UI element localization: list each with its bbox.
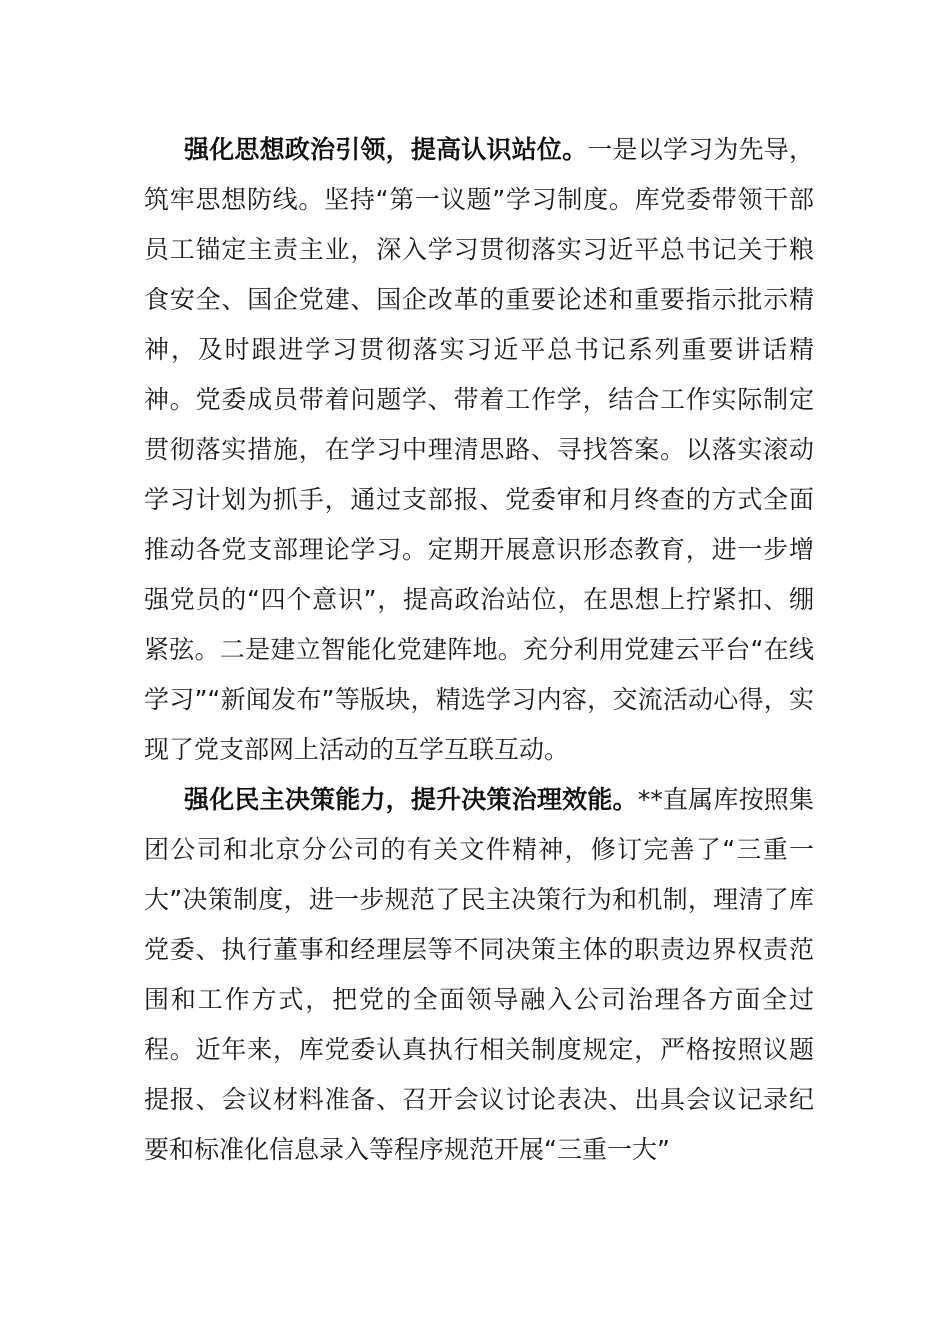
paragraph-text: **直属库按照集团公司和北京分公司的有关文件精神，修订完善了“三重一大”决策制度，进一步规范了民主决策行为和机制，理清了库党委、执行董事和经理层等不同决策主体的职责边界权责范围和工作方式，把党的全面领导融入公司治理各方面全过程。近年来，库党委认真执行相关制度规定，严格按照议题提报、会议材料准备、召开会议讨论表决、出具会议记录纪要和标准化信息录入等程序规范开展“三重一大” <box>144 785 814 1164</box>
paragraph-ideological-guidance <box>144 125 814 775</box>
document-body <box>144 125 814 1175</box>
paragraph-heading: 强化民主决策能力，提升决策治理效能。 <box>184 785 638 814</box>
paragraph-democratic-decision <box>144 775 814 1175</box>
paragraph-text: 一是以学习为先导，筑牢思想防线。坚持“第一议题”学习制度。库党委带领干部员工锚定主责主业，深入学习贯彻落实习近平总书记关于粮食安全、国企党建、国企改革的重要论述和重要指示批示精神，及时跟进学习贯彻落实习近平总书记系列重要讲话精神。党委成员带着问题学、带着工作学，结合工作实际制定贯彻落实措施，在学习中理清思路、寻找答案。以落实滚动学习计划为抓手，通过支部报、党委审和月终查的方式全面推动各党支部理论学习。定期开展意识形态教育，进一步增强党员的“四个意识”，提高政治站位，在思想上拧紧扣、绷紧弦。二是建立智能化党建阵地。充分利用党建云平台“在线学习”“新闻发布”等版块，精选学习内容，交流活动心得，实现了党支部网上活动的互学互联互动。 <box>144 135 814 764</box>
paragraph-heading: 强化思想政治引领，提高认识站位。 <box>184 135 588 164</box>
